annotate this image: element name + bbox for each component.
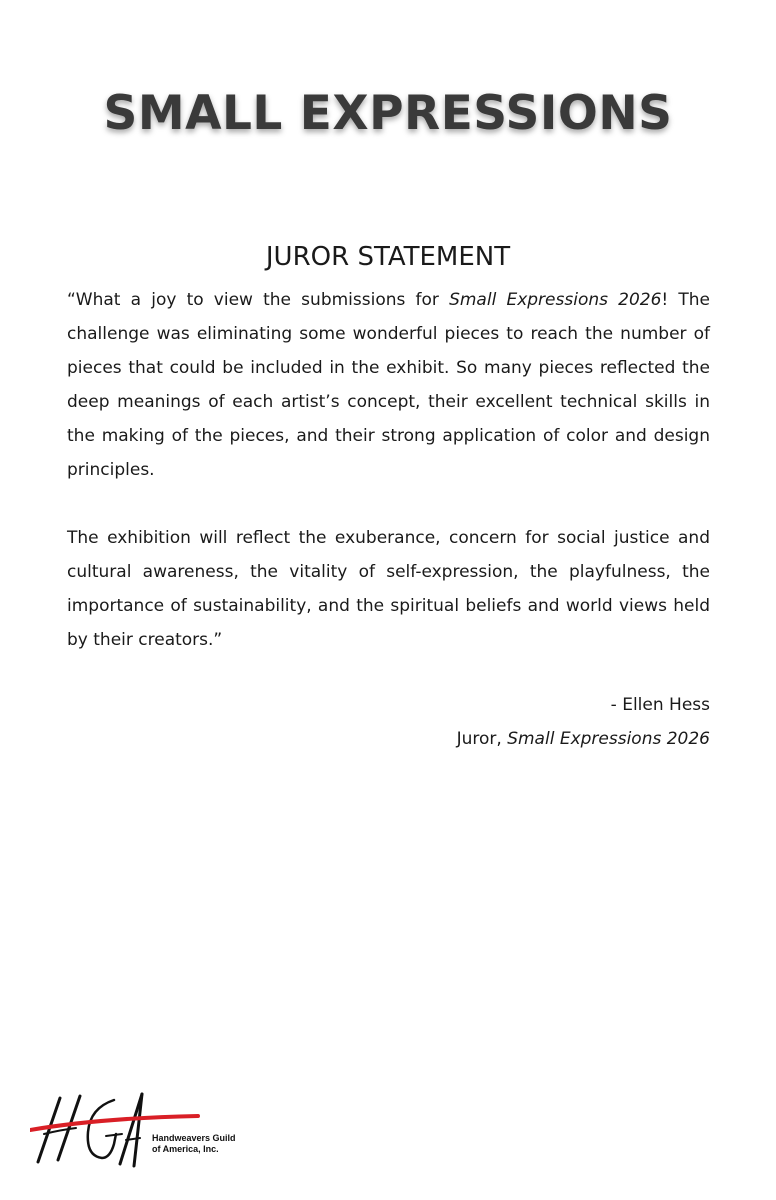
hga-logo [30,1090,260,1170]
paragraph-1-rest: ! The challenge was eliminating some wonderful pieces to reach the number of pieces that could be included in the exhibit. So many pieces reflected the deep meanings of each artist’s concept, their excellent technical skills in the making of the pieces, and their strong application of color and design principles. [67,290,711,480]
section-heading: JUROR STATEMENT [265,242,511,272]
logo-text-line-1: Handweavers Guild [152,1133,236,1143]
statement-paragraph-2: The exhibition will reflect the exuberance, concern for social justice and cultural awareness, the vitality of self-expression, the playfulness, the importance of sustainability, and the spiritual beliefs and world views held by their creators.” [67,528,710,650]
signature-role-italic: Small Expressions 2026 [507,729,710,749]
statement-paragraph-1 [67,283,710,487]
statement-body [67,283,710,657]
page-title: SMALL EXPRESSIONS [103,86,673,141]
exhibition-title-italic: Small Expressions 2026 [449,290,662,310]
signature-name: - Ellen Hess [610,695,710,715]
logo-red-swoosh [30,1116,198,1130]
logo-text [152,1133,236,1155]
signature-block [67,688,710,756]
signature-role: Juror, Small Expressions 2026 [456,729,710,749]
paragraph-1-start: “What a joy to view the submissions for [67,290,450,310]
hga-logo-mark-icon [30,1090,260,1170]
logo-text-line-2: of America, Inc. [152,1144,219,1154]
